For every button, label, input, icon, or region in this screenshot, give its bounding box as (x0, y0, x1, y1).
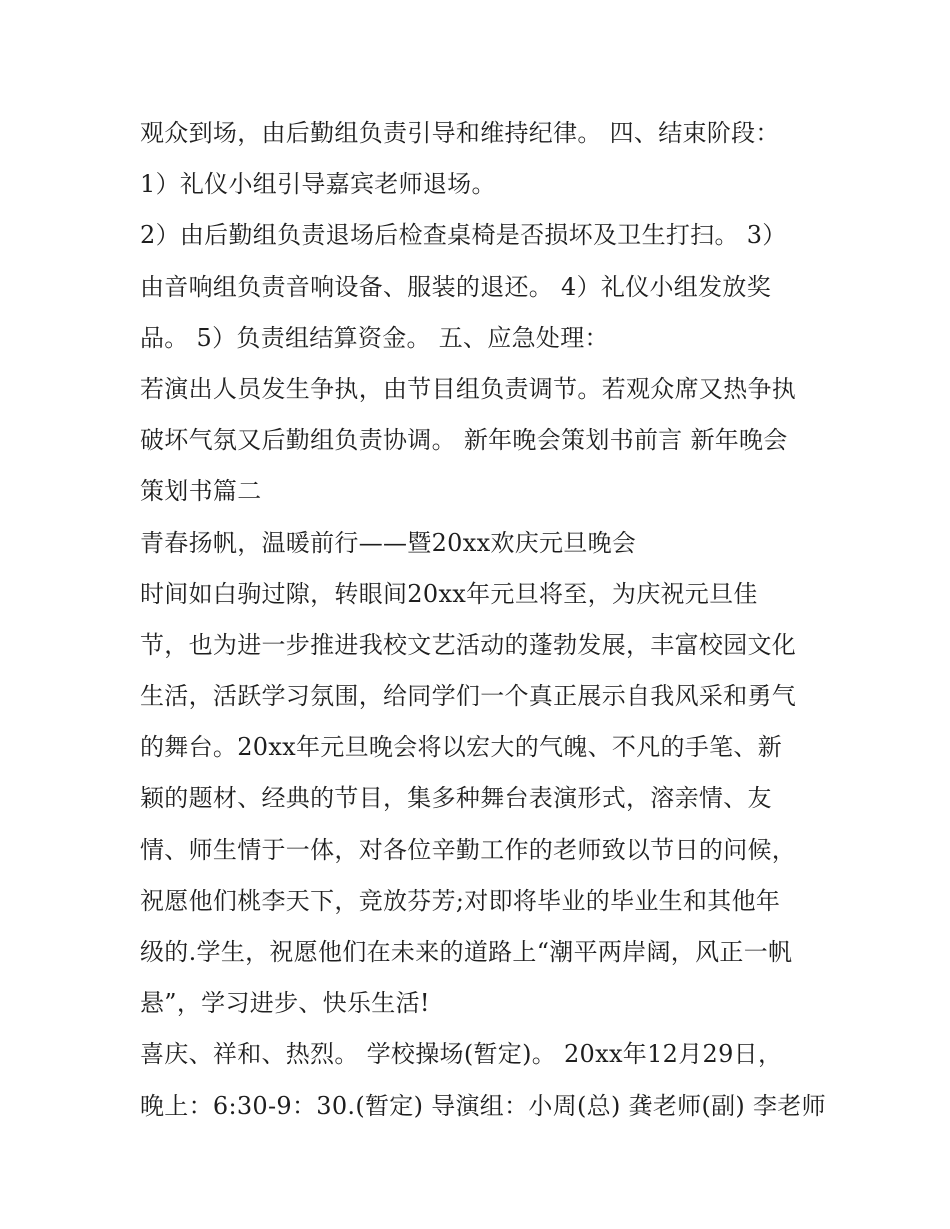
text-line: 由音响组负责音响设备、服装的退还。 4）礼仪小组发放奖 (140, 272, 771, 301)
text-line: 的舞台。20xx年元旦晚会将以宏大的气魄、不凡的手笔、新 (140, 733, 783, 762)
text-line: 喜庆、祥和、热烈。 学校操场(暂定)。 20xx年12月29日， (140, 1040, 783, 1069)
text-line: 时间如白驹过隙，转眼间20xx年元旦将至，为庆祝元旦佳 (140, 579, 758, 608)
section-title: 青春扬帆，温暖前行——暨20xx欢庆元旦晚会 (140, 528, 637, 557)
text-line: 生活，活跃学习氛围，给同学们一个真正展示自我风采和勇气 (140, 682, 797, 711)
text-line: 悬”，学习进步、快乐生活! (140, 989, 430, 1018)
text-line: 级的.学生，祝愿他们在未来的道路上“潮平两岸阔，风正一帆 (140, 938, 793, 966)
text-line: 2）由后勤组负责退场后检查桌椅是否损坏及卫生打扫。 3） (140, 221, 787, 250)
text-line: 节，也为进一步推进我校文艺活动的蓬勃发展，丰富校园文化 (140, 630, 797, 659)
text-line: 祝愿他们桃李天下，竞放芬芳;对即将毕业的毕业生和其他年 (140, 886, 781, 915)
text-line: 品。 5）负责组结算资金。 五、应急处理： (140, 323, 609, 352)
text-line: 情、师生情于一体，对各位辛勤工作的老师致以节日的问候， (140, 835, 797, 864)
text-line: 策划书篇二 (140, 477, 262, 506)
text-line: 观众到场，由后勤组负责引导和维持纪律。 四、结束阶段： (140, 119, 780, 147)
text-line: 1）礼仪小组引导嘉宾老师退场。 (140, 170, 496, 199)
document-body (140, 108, 830, 1132)
text-line: 若演出人员发生争执，由节目组负责调节。若观众席又热争执 (140, 374, 797, 403)
text-line: 破坏气氛又后勤组负责协调。 新年晚会策划书前言 新年晚会 (140, 426, 788, 455)
text-line: 颖的题材、经典的节目，集多种舞台表演形式，溶亲情、友 (140, 784, 772, 813)
text-line: 晚上：6:30-9：30.(暂定) 导演组：小周(总) 龚老师(副) 李老师 (140, 1091, 826, 1120)
